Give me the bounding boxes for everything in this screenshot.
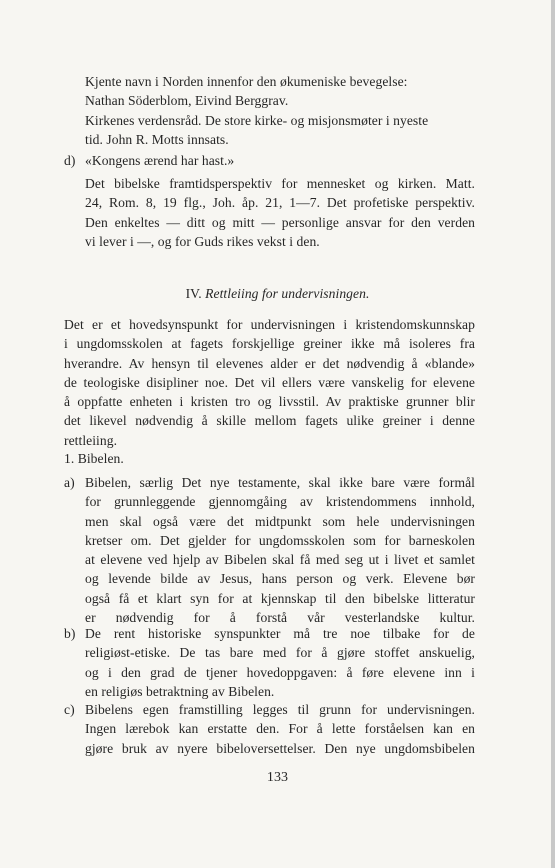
item-d-body bbox=[85, 174, 475, 251]
item-d-title bbox=[85, 151, 475, 170]
text-line: tid. John R. Motts innsats. bbox=[85, 131, 229, 147]
item-a-marker: a) bbox=[64, 475, 75, 490]
text-line: Kirkenes verdensråd. De store kirke- og misjonsmøter i nyeste bbox=[85, 112, 429, 128]
intro-paragraph bbox=[64, 315, 475, 450]
text-line: Bibelens egen framstilling legges til grunn for undervisningen. bbox=[85, 702, 475, 717]
subsection-heading bbox=[64, 449, 475, 468]
text-line: Ingen lærebok kan erstatte den. For å lette forståelsen kan en bbox=[85, 721, 475, 737]
subsection-title: 1. Bibelen. bbox=[64, 451, 124, 466]
text-line: vi lever i —, og for Guds rikes vekst i den. bbox=[85, 233, 320, 249]
text-line: De rent historiske synspunkter må tre noe tilbake for de bbox=[85, 626, 475, 641]
text-line: også få et klart syn for at kjennskap til den bibelske litteratur bbox=[85, 590, 475, 606]
text-line: Den enkeltes — ditt og mitt — personlige ansvar for den verden bbox=[85, 214, 475, 230]
text-line: men skal også være det midtpunkt som hele undervisningen bbox=[85, 513, 475, 529]
text-line: Det er et hovedsynspunkt for undervisningen i kristendomskunnskap bbox=[64, 317, 475, 332]
item-c-marker: c) bbox=[64, 702, 75, 717]
page-number: 133 bbox=[266, 770, 289, 785]
top-paragraph bbox=[85, 72, 475, 149]
text-line: Kjente navn i Norden innenfor den økumeniske bevegelse: bbox=[85, 74, 408, 89]
item-b-marker: b) bbox=[64, 626, 76, 641]
text-line: å oppfatte enheten i kristen tro og livsstil. Av praktiske grunner blir bbox=[64, 394, 475, 410]
text-line: og levende bilde av Jesus, hans person og verk. Elevene bør bbox=[85, 571, 475, 587]
text-line: gjøre bruk av nyere bibeloversettelser. Den nye ungdomsbibelen bbox=[85, 740, 475, 756]
text-line: Det bibelske framtidsperspektiv for mennesket og kirken. Matt. bbox=[85, 176, 475, 191]
section-heading bbox=[0, 284, 555, 303]
text-line: Bibelen, særlig Det nye testamente, skal ikke bare være formål bbox=[85, 475, 475, 490]
text-line: at elevene ved hjelp av Bibelen skal få med seg ut i livet et samlet bbox=[85, 552, 475, 568]
section-title: Rettleiing for undervisningen. bbox=[205, 286, 370, 301]
text-line: de teologiske disipliner noe. Det vil ellers være vanskelig for elevene bbox=[64, 374, 475, 390]
item-d-marker: d) bbox=[64, 153, 76, 168]
page-edge bbox=[551, 0, 555, 868]
text-line: i ungdomsskolen at fagets forskjellige greiner ikke må isoleres fra bbox=[64, 336, 475, 352]
text-line: 24, Rom. 8, 19 flg., Joh. åp. 21, 1—7. Det profetiske perspektiv. bbox=[85, 195, 475, 211]
text-line: det likevel nødvendig å skille mellom fagets ulike greiner i denne bbox=[64, 413, 475, 429]
item-c-body bbox=[85, 700, 475, 758]
text-line: kretser om. Det gjelder for ungdomsskolen som for barneskolen bbox=[85, 532, 475, 548]
section-number: IV. bbox=[185, 286, 202, 301]
text-line: rettleiing. bbox=[64, 432, 118, 448]
text-line: Nathan Söderblom, Eivind Berggrav. bbox=[85, 93, 289, 109]
text-line: en religiøs betraktning av Bibelen. bbox=[85, 683, 275, 699]
text-line: hverandre. Av hensyn til elevenes alder er det nødvendig å «blande» bbox=[64, 355, 475, 371]
item-b-body bbox=[85, 624, 475, 701]
text-line: er nødvendig for å forstå vår vesterlandske kultur. bbox=[85, 610, 475, 626]
item-a-body bbox=[85, 473, 475, 627]
text-line: for grunnleggende gjennomgåing av kristendommens innhold, bbox=[85, 494, 475, 510]
text-line: religiøst-etiske. De tas bare med for å gjøre stoffet anskuelig, bbox=[85, 645, 475, 661]
text-line: «Kongens ærend har hast.» bbox=[85, 153, 235, 168]
text-line: og i den grad de tjener hovedoppgaven: å føre elevene inn i bbox=[85, 664, 475, 680]
